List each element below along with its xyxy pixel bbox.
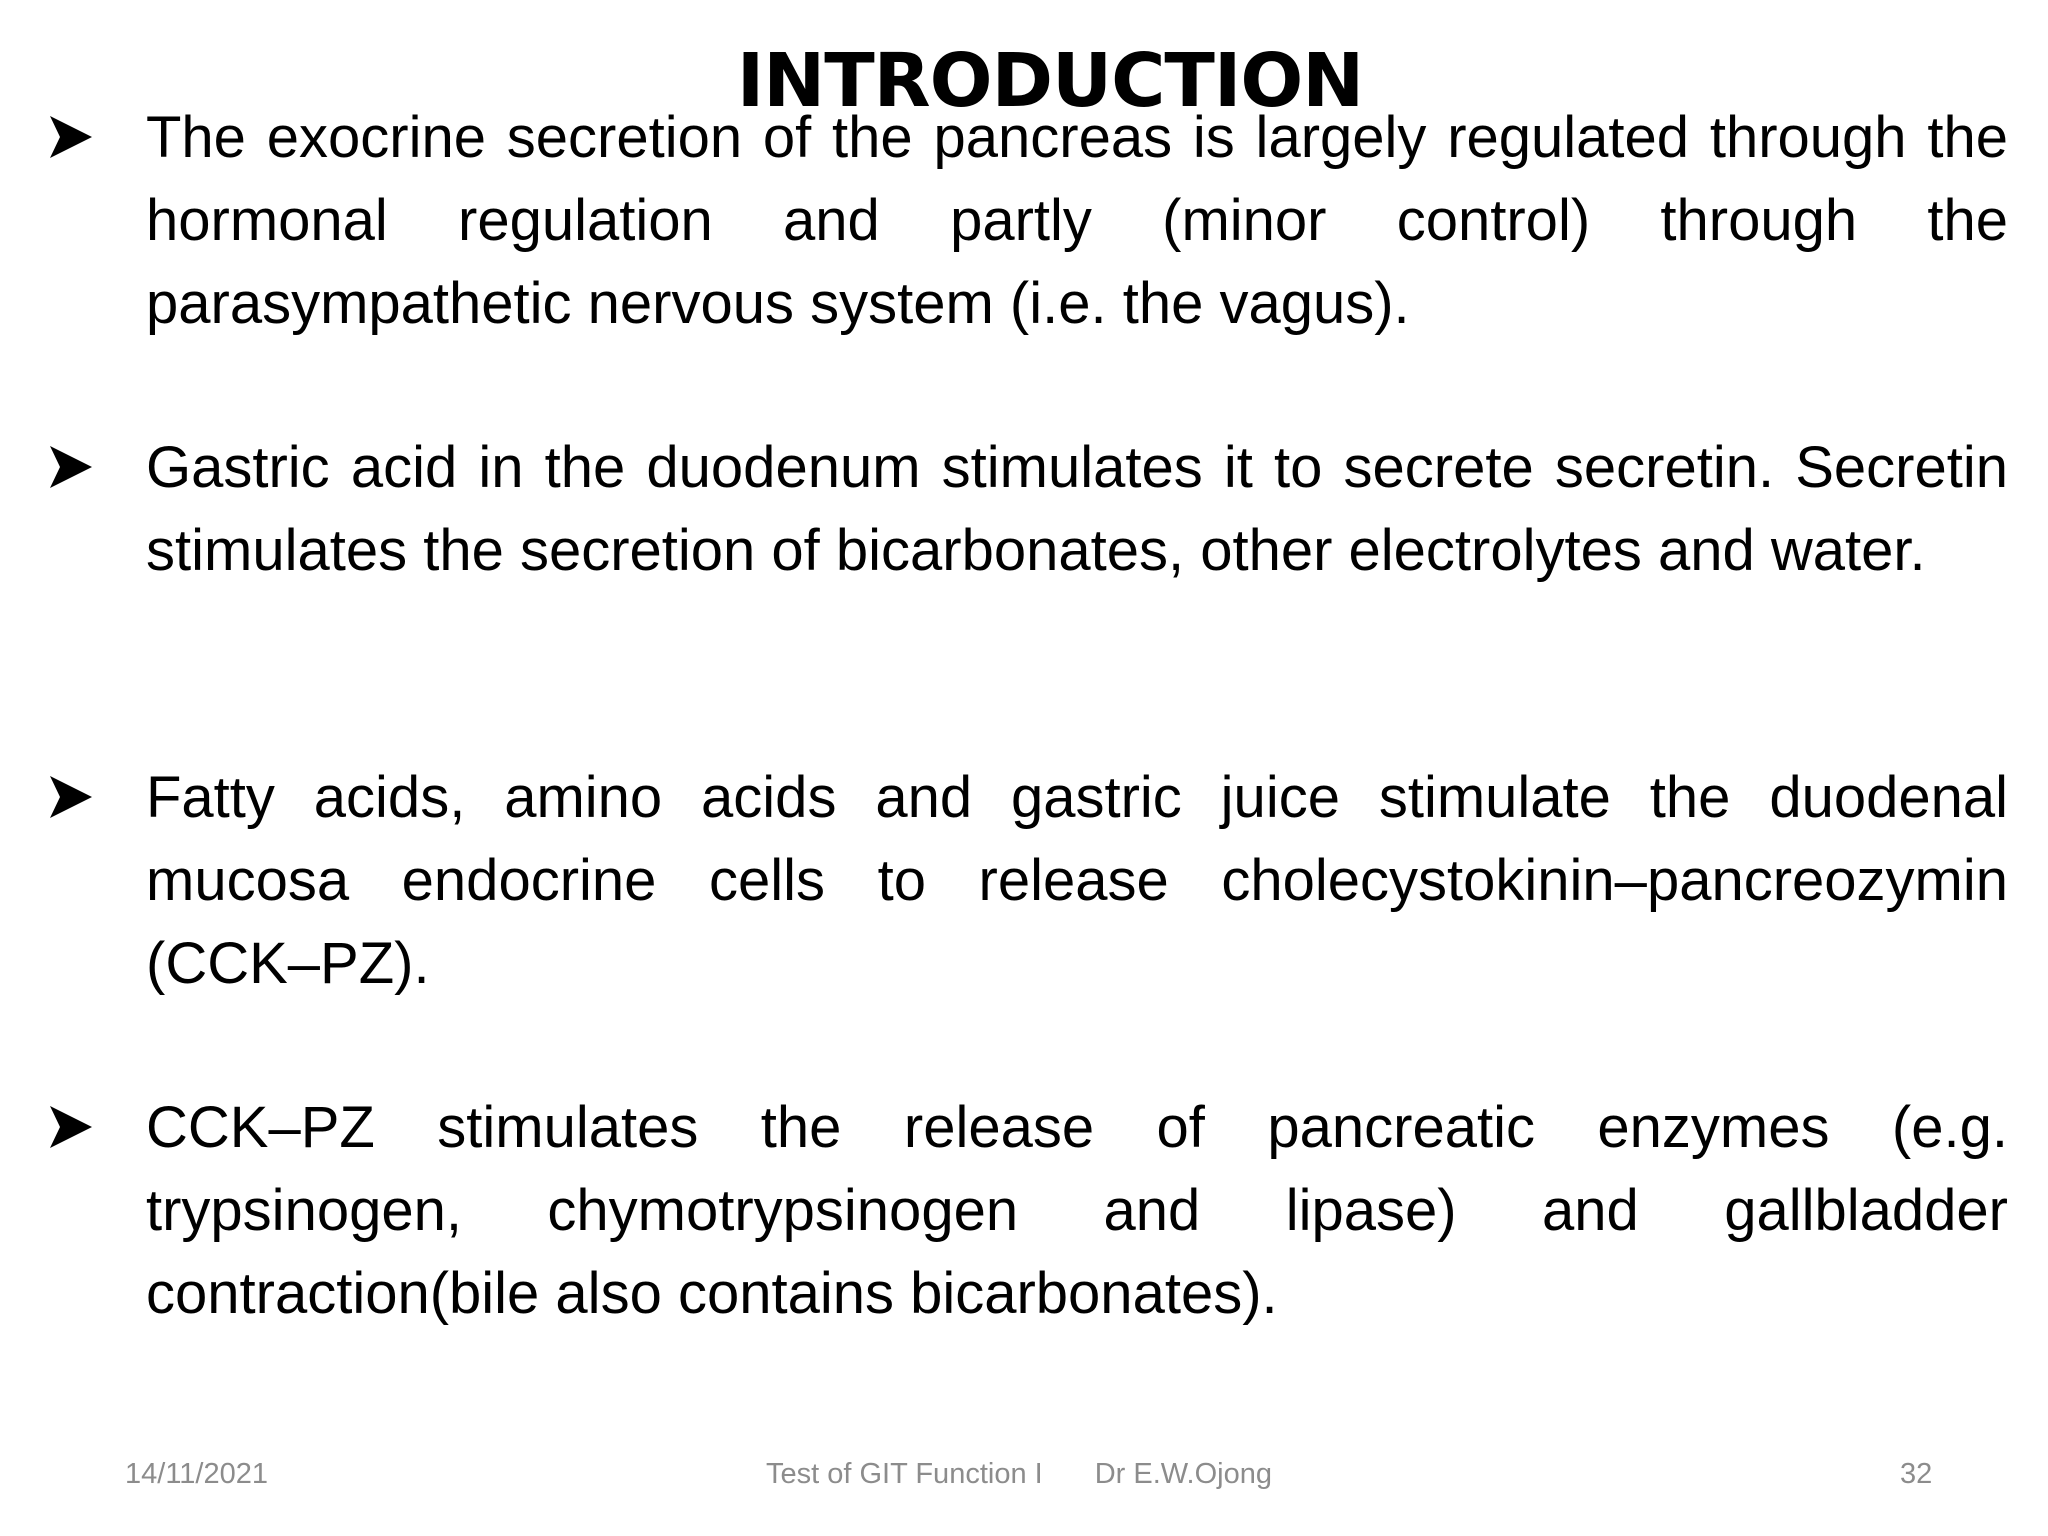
arrowhead-bullet-icon — [46, 442, 96, 492]
footer-page-number: 32 — [1900, 1458, 1933, 1490]
footer-course-author — [766, 1456, 1272, 1492]
arrowhead-bullet-icon — [46, 772, 96, 822]
arrowhead-bullet-icon — [46, 1102, 96, 1152]
arrowhead-bullet-icon — [46, 112, 96, 162]
bullet-item-1: The exocrine secretion of the pancreas is largely regulated through the hormonal regulation and partly (minor control) through the parasympathetic nervous system (i.e. the vagus). — [146, 105, 2008, 336]
bullet-item-3: Fatty acids, amino acids and gastric juice stimulate the duodenal mucosa endocrine cells to release cholecystokinin–pancreozymin (CCK–PZ). — [146, 765, 2008, 996]
footer-date: 14/11/2021 — [125, 1458, 268, 1490]
slide-title: INTRODUCTION — [736, 38, 1364, 124]
footer-author: Dr E.W.Ojong — [1094, 1458, 1272, 1490]
footer-course: Test of GIT Function I — [766, 1458, 1043, 1490]
bullet-item-4: CCK–PZ stimulates the release of pancreatic enzymes (e.g. trypsinogen, chymotrypsinogen and lipase) and gallbladder contraction(bile also contains bicarbonates). — [146, 1095, 2008, 1326]
bullet-item-2: Gastric acid in the duodenum stimulates it to secrete secretin. Secretin stimulates the secretion of bicarbonates, other electrolytes and water. — [146, 435, 2008, 583]
